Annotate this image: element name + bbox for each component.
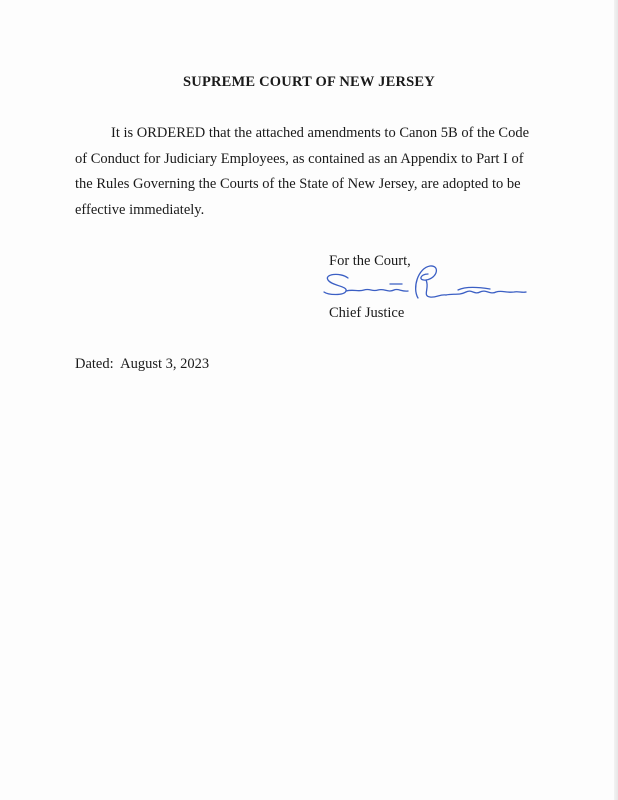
scan-edge xyxy=(614,0,618,800)
order-line: It is ORDERED that the attached amendments to Canon 5B of the Code xyxy=(111,125,530,141)
signature-scribble xyxy=(318,262,528,304)
dated-label: Dated: xyxy=(75,356,114,372)
dated-value: August 3, 2023 xyxy=(120,356,210,372)
order-line: of Conduct for Judiciary Employees, as contained as an Appendix to Part I of xyxy=(75,150,524,167)
signer-title: Chief Justice xyxy=(329,305,405,321)
order-line: the Rules Governing the Courts of the State of New Jersey, are adopted to be xyxy=(75,176,521,192)
order-paragraph xyxy=(75,121,553,223)
document-title: SUPREME COURT OF NEW JERSEY xyxy=(183,74,435,90)
signature xyxy=(318,262,528,304)
dated-line xyxy=(75,356,209,373)
order-line: effective immediately. xyxy=(75,201,205,218)
closing-text: For the Court, xyxy=(329,253,411,269)
